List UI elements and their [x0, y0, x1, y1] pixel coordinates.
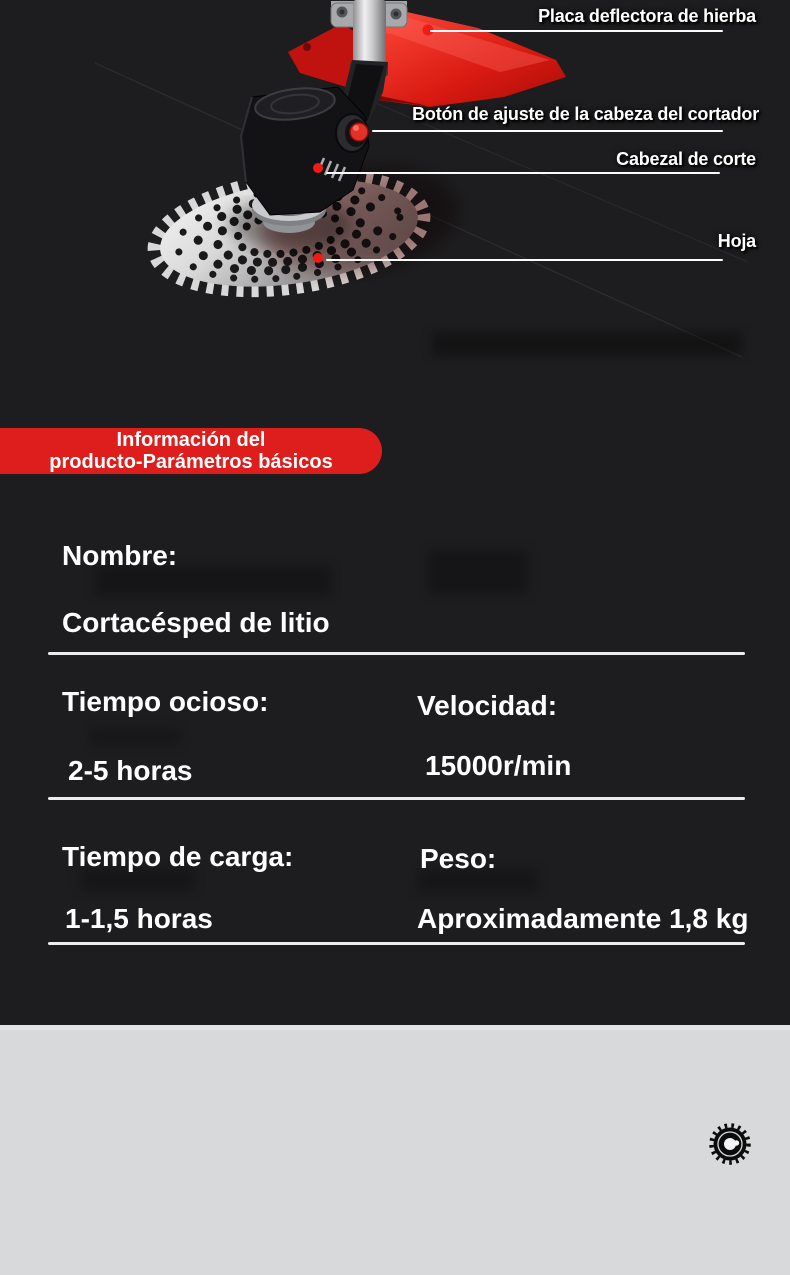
spec-label-speed: Velocidad:: [417, 690, 558, 721]
adjust-knob: [336, 114, 368, 152]
product-image: [0, 0, 790, 430]
callout-label-head: Cabezal de corte: [616, 149, 756, 169]
ghost-smudge: [428, 550, 528, 594]
divider: [48, 652, 745, 655]
spec-value-idle-time: 2-5 horas: [68, 755, 193, 786]
callout-dot-blade: [313, 253, 323, 263]
spec-value-weight: Aproximadamente 1,8 kg: [417, 903, 749, 934]
spec-value-name: Cortacésped de litio: [62, 607, 330, 638]
callout-line-knob: [372, 130, 723, 132]
callout-label-blade: Hoja: [717, 231, 756, 251]
ghost-smudge: [432, 332, 742, 356]
divider: [48, 942, 745, 945]
saw-blade-icon: [704, 1118, 756, 1170]
callout-label-knob: Botón de ajuste de la cabeza del cortador: [412, 104, 759, 124]
spec-label-name: Nombre:: [62, 540, 178, 571]
callout-dot-head: [313, 163, 323, 173]
spec-label-weight: Peso:: [420, 843, 497, 874]
hero-section: [0, 0, 790, 430]
callout-line-blade: [326, 259, 723, 261]
spec-value-speed: 15000r/min: [425, 750, 572, 781]
ghost-smudge: [90, 728, 180, 745]
section-banner: [0, 428, 382, 474]
banner-line-2: producto-Parámetros básicos: [49, 451, 333, 473]
spec-label-charge-time: Tiempo de carga:: [62, 841, 294, 872]
callout-label-deflector: Placa deflectora de hierba: [538, 6, 756, 26]
spec-label-idle-time: Tiempo ocioso:: [62, 686, 269, 717]
footer-section: [0, 1025, 790, 1275]
callout-line-head: [326, 172, 720, 174]
callout-line-deflector: [430, 30, 723, 32]
divider: [48, 797, 745, 800]
spec-value-charge-time: 1-1,5 horas: [65, 903, 213, 934]
banner-line-1: Información del: [116, 429, 266, 451]
